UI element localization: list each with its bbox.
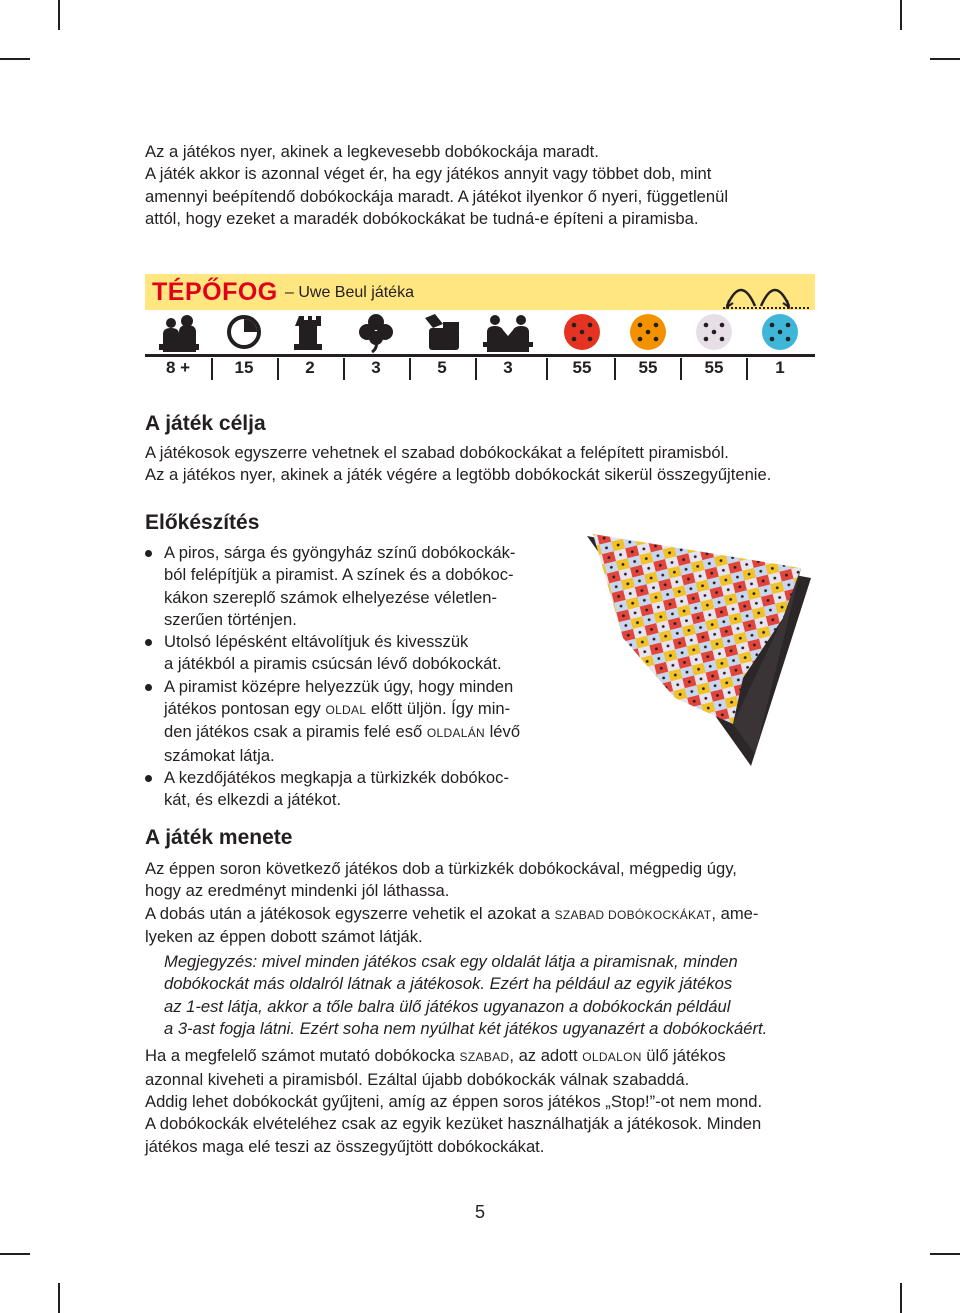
game-title: TÉPŐFOG [152,278,278,306]
pearl-die-icon [681,310,747,354]
section-heading: A játék célja [145,412,266,435]
intro-line: Az a játékos nyer, akinek a legkevesebb dobókockája maradt. [145,142,599,161]
term-szabad-dobokockakat: SZABAD DOBÓKOCKÁKAT [554,907,712,922]
info-separator [614,358,616,380]
section-heading: A játék menete [145,826,293,849]
info-time [211,310,277,382]
game-info-row [145,310,815,382]
info-red-dice [549,310,615,382]
term-szabad: SZABAD [459,1050,510,1065]
note-line: az 1-est látja, akkor a tőle balra ülő játékos ugyanazon a dobókockán például [164,996,731,1016]
text-run: A dobás után a játékosok egyszerre vehetik el azokat a [145,903,555,923]
game-title-banner [145,274,815,310]
list-line [164,698,565,721]
goal-line: Az a játékos nyer, akinek a játék végére a legtöbb dobókockát sikerül összegyűjtenie. [145,465,772,485]
list-line [164,721,565,744]
goal-line: A játékosok egyszerre vehetnek el szabad dobókockákat a felépített piramisból. [145,443,729,462]
crop-mark-top-right-v [900,0,902,30]
crop-mark-bottom-right-v [900,1283,902,1313]
list-line: A piramist középre helyezzük úgy, hogy minden [164,676,514,696]
list-line: Utolsó lépésként eltávolítjuk és kivesszük [164,632,469,652]
crop-mark-top-right-h [930,58,960,60]
info-separator [546,358,548,380]
text-run: , az adott [509,1046,583,1066]
text-line [145,1045,825,1068]
note-paragraph [145,951,825,1040]
flow-section [145,825,825,1158]
info-separator [211,358,213,380]
list-item [145,676,565,767]
info-row-rule [145,354,815,357]
text-run: Ha a megfelelő számot mutató dobókocka [145,1046,460,1066]
term-oldalan: OLDALÁN [426,726,485,741]
term-oldalon: OLDALON [582,1050,642,1065]
intro-paragraph [145,141,825,230]
info-interaction [475,310,541,382]
list-line: számokat látja. [164,745,275,765]
text-line: lyeken az éppen dobott számot látják. [145,926,423,946]
text-run: játékos pontosan egy [164,699,326,719]
cyan-die-icon [747,310,813,354]
list-line: szerűen történjen. [164,609,297,629]
info-value: 3 [503,358,513,377]
text-run: lévő [485,722,521,742]
info-separator [746,358,748,380]
info-value: 1 [775,358,785,377]
info-orange-dice [615,310,681,382]
list-item [145,542,565,631]
intro-line: attól, hogy ezeket a maradék dobókockákat be tudná-e építeni a piramisba. [145,208,699,228]
clock-icon [211,310,277,354]
info-value: 2 [305,358,315,377]
intro-line: amennyi beépítendő dobókockája maradt. A játékot ilyenkor ő nyeri, függetlenül [145,186,729,206]
crop-mark-bottom-left-v [58,1283,60,1313]
term-oldal: OLDAL [325,703,367,718]
text-line: hogy az eredményt mindenki jól láthassa. [145,881,450,901]
list-line: A piros, sárga és gyöngyház színű dobókockák- [164,543,516,562]
preparation-list [145,542,565,812]
dice-pyramid-photo [583,528,815,768]
list-line: ból felépítjük a piramist. A színek és a dobókoc- [164,565,514,585]
luck-clover-icon [343,310,409,354]
info-players [145,310,211,382]
list-line: A kezdőjátékos megkapja a türkizkék dobókoc- [164,767,509,787]
page-number: 5 [474,1202,485,1222]
info-separator [475,358,477,380]
info-value: 55 [638,358,658,377]
info-value: 55 [704,358,724,377]
crop-mark-top-left-v [58,0,60,30]
info-separator [409,358,411,380]
game-author: – Uwe Beul játéka [285,284,414,301]
rook-icon [277,310,343,354]
info-separator [680,358,682,380]
orange-die-icon [615,310,681,354]
info-value: 15 [234,358,254,377]
flow-paragraph-2 [145,1045,825,1157]
info-value: 5 [437,358,447,377]
text-line: játékos maga elé teszi az összegyűjtött dobókockákat. [145,1136,545,1156]
text-run: előtt üljön. Így min- [366,699,511,719]
text-line: Az éppen soron következő játékos dob a türkizkék dobókockával, mégpedig úgy, [145,859,737,878]
info-value: 3 [371,358,381,377]
jump-arrows-icon [723,276,811,310]
crop-mark-bottom-right-h [930,1253,960,1255]
info-luck [343,310,409,382]
preparation-section [145,510,565,812]
flow-paragraph-1 [145,858,825,948]
info-separator [277,358,279,380]
list-line: a játékból a piramis csúcsán lévő dobókockát. [164,654,502,674]
text-run: den játékos csak a piramis felé eső [164,722,427,742]
note-line: Megjegyzés: mivel minden játékos csak egy oldalát látja a piramisnak, minden [164,952,738,972]
text-line: azonnal kiveheti a piramisból. Ezáltal újabb dobókockák válnak szabaddá. [145,1069,690,1089]
intro-line: A játék akkor is azonnal véget ér, ha egy játékos annyit vagy többet dob, mint [145,164,712,184]
list-line: kákon szereplő számok elhelyezése véletlen- [164,587,497,607]
list-item [145,767,565,812]
note-line: dobókockát más oldalról látnak a játékosok. Ezért ha például az egyik játékos [164,974,733,994]
list-item [145,631,565,676]
section-heading: Előkészítés [145,511,260,534]
interaction-icon [475,310,541,354]
info-strategy [277,310,343,382]
note-line: a 3-ast fogja látni. Ezért soha nem nyúlhat két játékos ugyanazért a dobókockáért. [164,1019,768,1039]
red-die-icon [549,310,615,354]
text-run: , ame- [711,903,759,923]
crop-mark-bottom-left-h [0,1253,30,1255]
text-line [145,903,825,926]
info-value: 8 + [165,358,191,377]
info-cyan-die [747,310,813,382]
skill-icon [409,310,475,354]
goal-section [145,411,825,487]
players-icon [145,310,211,354]
info-separator [343,358,345,380]
text-run: ülő játékos [641,1046,726,1066]
text-line: Addig lehet dobókockát gyűjteni, amíg az éppen soros játékos „Stop!”-ot nem mond. [145,1091,763,1111]
text-line: A dobókockák elvételéhez csak az egyik kezüket használhatják a játékosok. Minden [145,1114,762,1134]
list-line: kát, és elkezdi a játékot. [164,790,342,810]
crop-mark-top-left-h [0,58,30,60]
info-skill [409,310,475,382]
info-pearl-dice [681,310,747,382]
info-value: 55 [572,358,592,377]
